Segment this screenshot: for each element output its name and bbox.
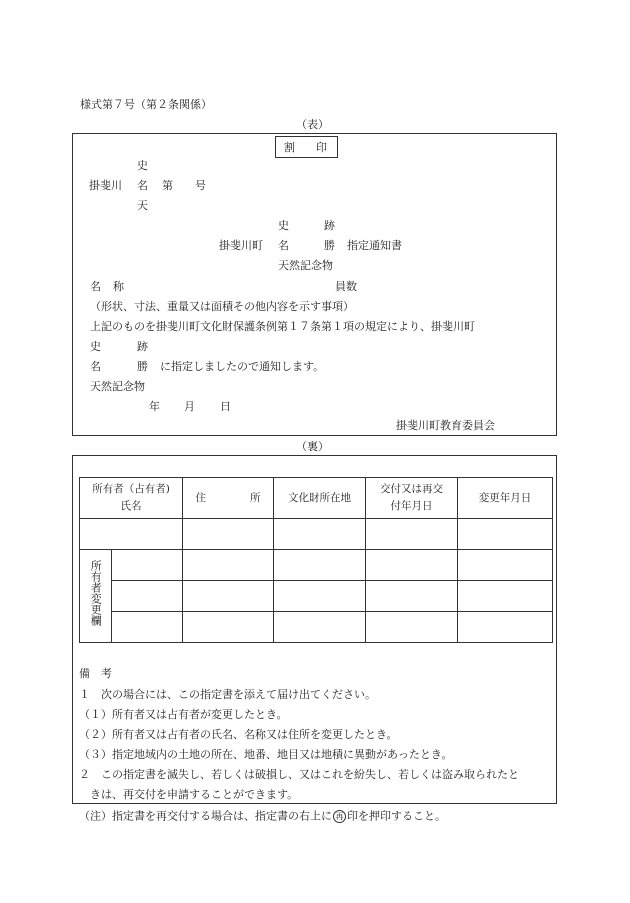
title-suffix: 指定通知書 [347, 239, 402, 252]
header-address [183, 478, 274, 519]
date-year: 年 [149, 400, 160, 413]
title-mid-b: 勝 [324, 239, 335, 252]
number-mid: 名 [137, 179, 148, 192]
change-location-cell[interactable] [274, 581, 366, 612]
designation-row1-b: 跡 [137, 340, 148, 353]
header-owner-line1: 所有者（占有者) [92, 483, 170, 496]
change-issue-cell[interactable] [366, 581, 458, 612]
header-owner-line2: 氏名 [120, 500, 142, 512]
designation-row1-a: 史 [90, 340, 101, 353]
number-dai: 第 [162, 179, 173, 192]
address-cell[interactable] [183, 519, 274, 550]
note-1: １ 次の場合には、この指定書を添えて届け出てください。 [79, 688, 376, 701]
note-1-2: （２）所有者又は占有者の氏名、名称又は住所を変更したとき。 [79, 728, 398, 741]
issue-date-cell[interactable] [366, 519, 458, 550]
number-prefix: 掛斐川 [89, 179, 122, 192]
change-location-cell[interactable] [274, 550, 366, 581]
number-go: 号 [195, 179, 206, 192]
header-address-a: 住 [195, 491, 207, 504]
designation-row2-b: 勝 [137, 360, 148, 373]
title-town: 掛斐川町 [219, 239, 263, 252]
change-issue-cell[interactable] [366, 550, 458, 581]
header-issue [366, 478, 458, 519]
change-location-cell[interactable] [274, 612, 366, 643]
ownership-table [79, 477, 553, 643]
footnote-before: （注）指定書を再交付する場合は、指定書の右上に [79, 809, 332, 823]
header-change-date: 変更年月日 [458, 478, 553, 519]
note-2-line1: ２ この指定書を滅失し、若しくは破損し、又はこれを紛失し、若しくは盗み取られたと [79, 768, 519, 781]
note-2-line2: きは、再交付を申請することができます。 [90, 788, 299, 801]
number-top: 史 [137, 159, 148, 172]
owner-cell[interactable] [80, 519, 183, 550]
owner-change-label-text: 所有者変更欄 [89, 560, 103, 627]
seal-char-1: 割 [284, 141, 295, 154]
title-top-b: 跡 [324, 219, 335, 232]
designation-row2-a: 名 [90, 360, 101, 373]
title-bottom: 天然記念物 [278, 259, 333, 272]
header-owner [80, 478, 183, 519]
header-issue-line1: 交付又は再交 [380, 483, 444, 496]
count-label: 員数 [335, 280, 357, 293]
name-label-b: 称 [113, 280, 124, 293]
title-mid-a: 名 [278, 239, 289, 252]
body-line-1: 上記のものを掛斐川町文化財保護条例第１７条第１項の規定により、掛斐川町 [90, 320, 475, 333]
seal-char-2: 印 [316, 141, 327, 154]
change-address-cell[interactable] [183, 550, 274, 581]
footnote-after: 印を押印すること。 [347, 809, 446, 823]
change-owner-cell[interactable] [112, 581, 183, 612]
note-1-3: （３）指定地域内の土地の所在、地番、地目又は地積に異動があったとき。 [79, 748, 453, 761]
seal-box [275, 136, 338, 158]
title-top-a: 史 [278, 219, 289, 232]
form-number: 様式第７号（第２条関係） [80, 98, 212, 111]
change-issue-cell[interactable] [366, 612, 458, 643]
header-location: 文化財所在地 [274, 478, 366, 519]
change-date-cell[interactable] [458, 612, 553, 643]
change-address-cell[interactable] [183, 581, 274, 612]
change-owner-cell[interactable] [112, 550, 183, 581]
change-date-cell[interactable] [458, 550, 553, 581]
change-owner-cell[interactable] [112, 612, 183, 643]
footnote [79, 810, 446, 823]
header-issue-line2: 付年月日 [390, 500, 433, 512]
notes-title: 備 考 [79, 667, 112, 680]
header-address-b: 所 [250, 491, 261, 504]
designation-suffix: に指定しましたので通知します。 [160, 360, 325, 373]
date-month: 月 [184, 400, 195, 413]
back-label: （裏） [296, 440, 329, 453]
note-1-1: （１）所有者又は占有者が変更したとき。 [79, 708, 288, 721]
number-bottom: 天 [137, 199, 148, 212]
name-label-a: 名 [90, 280, 101, 293]
date-day: 日 [220, 400, 231, 413]
change-date-cell[interactable] [458, 581, 553, 612]
location-cell[interactable] [274, 519, 366, 550]
shape-note: （形状、寸法、重量又は面積その他内容を示す事項） [90, 300, 354, 313]
designation-row3: 天然記念物 [90, 380, 145, 393]
change-date-cell[interactable] [458, 519, 553, 550]
change-address-cell[interactable] [183, 612, 274, 643]
front-label: （表） [296, 118, 329, 131]
issuer: 掛斐川町教育委員会 [396, 419, 495, 432]
circled-seal-mark: 再 [333, 810, 346, 823]
owner-change-label [80, 550, 112, 643]
